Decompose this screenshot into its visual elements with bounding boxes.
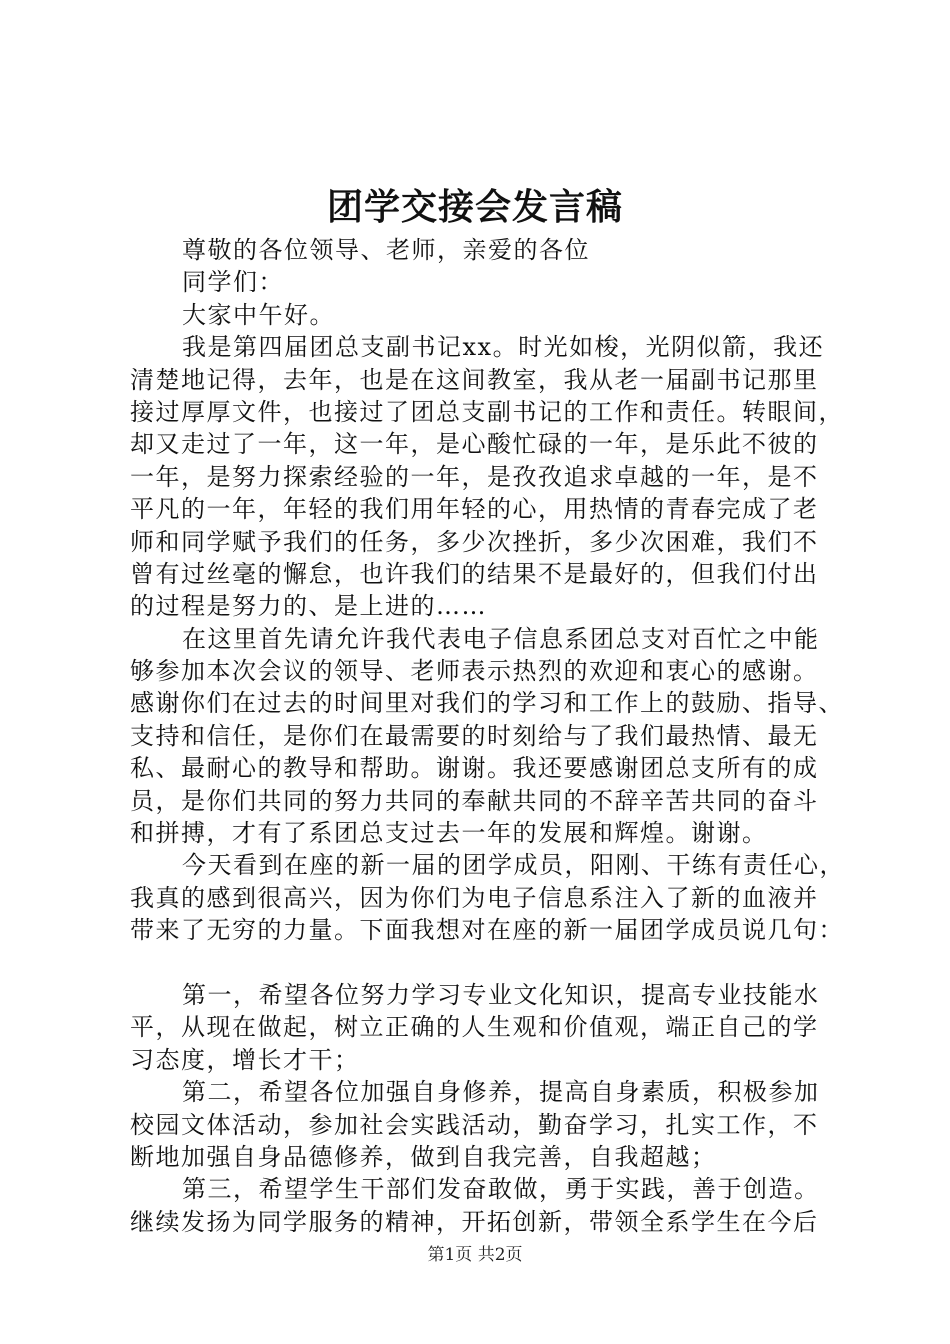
text-line: 够参加本次会议的领导、老师表示热烈的欢迎和衷心的感谢。 [130,657,819,686]
text-line: 曾有过丝毫的懈怠，也许我们的结果不是最好的，但我们付出 [130,559,819,588]
text-line: 平凡的一年，年轻的我们用年轻的心，用热情的青春完成了老 [130,495,819,524]
text-line: 大家中午好。 [182,300,335,329]
text-line: 师和同学赋予我们的任务，多少次挫折，多少次困难，我们不 [130,527,819,556]
text-line [130,947,850,979]
text-line: 第二，希望各位加强自身修养，提高自身素质，积极参加 [182,1078,820,1107]
text-line: 平，从现在做起，树立正确的人生观和价值观，端正自己的学 [130,1013,819,1042]
text-line: 第三，希望学生干部们发奋敢做，勇于实践，善于创造。 [182,1175,820,1204]
text-line: 第一，希望各位努力学习专业文化知识，提高专业技能水 [182,980,820,1009]
text-line: 支持和信任，是你们在最需要的时刻给与了我们最热情、最无 [130,721,819,750]
text-line: 习态度，增长才干； [130,1045,360,1074]
text-line: 我是第四届团总支副书记xx。时光如梭，光阴似箭，我还 [182,333,825,362]
document-body [130,234,850,1238]
text-line: 的过程是努力的、是上进的…… [130,592,487,621]
text-line: 校园文体活动，参加社会实践活动，勤奋学习，扎实工作，不 [130,1110,819,1139]
text-line: 和拼搏，才有了系团总支过去一年的发展和辉煌。谢谢。 [130,819,768,848]
text-line: 员，是你们共同的努力共同的奉献共同的不辞辛苦共同的奋斗 [130,786,819,815]
text-line: 私、最耐心的教导和帮助。谢谢。我还要感谢团总支所有的成 [130,754,819,783]
text-line: 同学们： [182,268,284,297]
document-title: 团学交接会发言稿 [326,186,623,228]
text-line: 却又走过了一年，这一年，是心酸忙碌的一年，是乐此不彼的 [130,430,819,459]
text-line: 断地加强自身品德修养，做到自我完善，自我超越； [130,1142,717,1171]
text-line: 在这里首先请允许我代表电子信息系团总支对百忙之中能 [182,624,820,653]
text-line: 一年，是努力探索经验的一年，是孜孜追求卓越的一年，是不 [130,462,819,491]
text-line: 清楚地记得，去年，也是在这间教室，我从老一届副书记那里 [130,365,819,394]
text-line: 尊敬的各位领导、老师，亲爱的各位 [182,236,590,264]
page-footer: 第1页 共2页 [427,1245,523,1265]
text-line: 带来了无穷的力量。下面我想对在座的新一届团学成员说几句： [130,916,844,945]
text-line: 继续发扬为同学服务的精神，开拓创新，带领全系学生在今后 [130,1207,819,1236]
text-line: 我真的感到很高兴，因为你们为电子信息系注入了新的血液并 [130,883,819,912]
text-line: 接过厚厚文件，也接过了团总支副书记的工作和责任。转眼间， [130,397,844,426]
text-line: 今天看到在座的新一届的团学成员，阳刚、干练有责任心， [182,851,845,880]
text-line: 感谢你们在过去的时间里对我们的学习和工作上的鼓励、指导、 [130,689,844,718]
